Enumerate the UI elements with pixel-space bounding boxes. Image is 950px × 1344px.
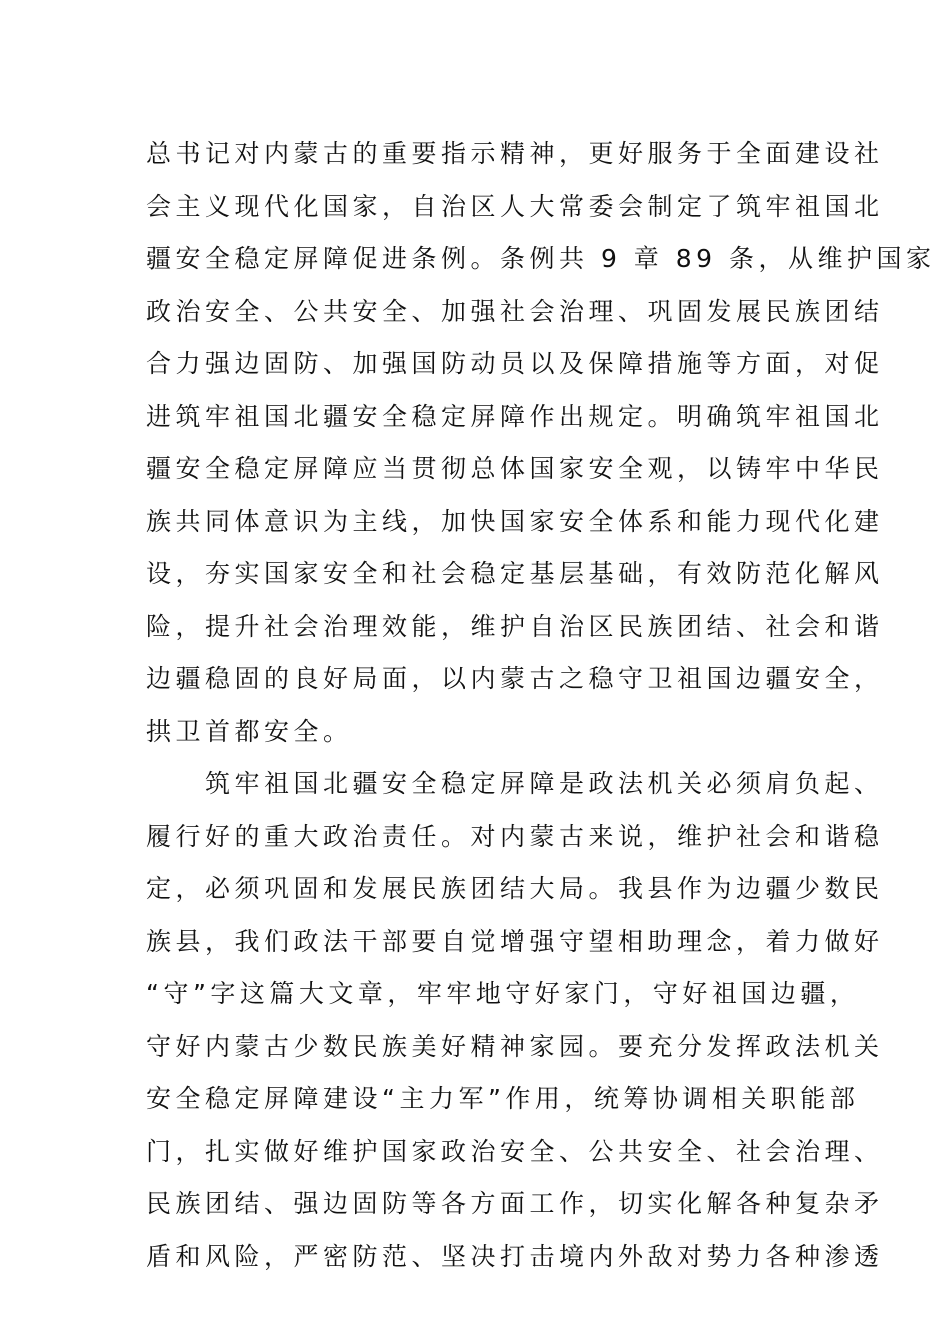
text-line: 族县，我们政法干部要自觉增强守望相助理念，着力做好: [146, 926, 884, 956]
text-line: 定，必须巩固和发展民族团结大局。我县作为边疆少数民: [146, 874, 884, 903]
text-line: “守”字这篇大文章，牢牢地守好家门，守好祖国边疆，: [146, 979, 860, 1008]
text-line: 总书记对内蒙古的重要指示精神，更好服务于全面建设社: [146, 139, 884, 168]
text-line: 合力强边固防、加强国防动员以及保障措施等方面，对促: [146, 349, 884, 378]
text-line: 门，扎实做好维护国家政治安全、公共安全、社会治理、: [146, 1136, 884, 1166]
text-line: 盾和风险，严密防范、坚决打击境内外敌对势力各种渗透: [146, 1241, 884, 1271]
text-line: 疆安全稳定屏障应当贯彻总体国家安全观，以铸牢中华民: [146, 454, 884, 483]
text-line: 守好内蒙古少数民族美好精神家园。要充分发挥政法机关: [146, 1031, 884, 1061]
text-line: 族共同体意识为主线，加快国家安全体系和能力现代化建: [146, 506, 884, 536]
text-line: 履行好的重大政治责任。对内蒙古来说，维护社会和谐稳: [146, 821, 884, 851]
body-text: [146, 128, 936, 1283]
text-line: 拱卫首都安全。: [146, 716, 353, 746]
text-line: 进筑牢祖国北疆安全稳定屏障作出规定。明确筑牢祖国北: [146, 401, 884, 431]
text-line: 政治安全、公共安全、加强社会治理、巩固发展民族团结: [146, 296, 884, 326]
text-line: 边疆稳固的良好局面，以内蒙古之稳守卫祖国边疆安全，: [146, 664, 884, 693]
text-line: 险，提升社会治理效能，维护自治区民族团结、社会和谐: [146, 611, 884, 641]
text-line: 疆安全稳定屏障促进条例。条例共 9 章 89 条，从维护国家: [146, 244, 936, 273]
text-line: 安全稳定屏障建设“主力军”作用，统筹协调相关职能部: [146, 1084, 860, 1113]
text-line: 筑牢祖国北疆安全稳定屏障是政法机关必须肩负起、: [146, 769, 884, 798]
text-line: 会主义现代化国家，自治区人大常委会制定了筑牢祖国北: [146, 191, 884, 221]
text-line: 民族团结、强边固防等各方面工作，切实化解各种复杂矛: [146, 1189, 884, 1218]
text-line: 设，夯实国家安全和社会稳定基层基础，有效防范化解风: [146, 559, 884, 588]
